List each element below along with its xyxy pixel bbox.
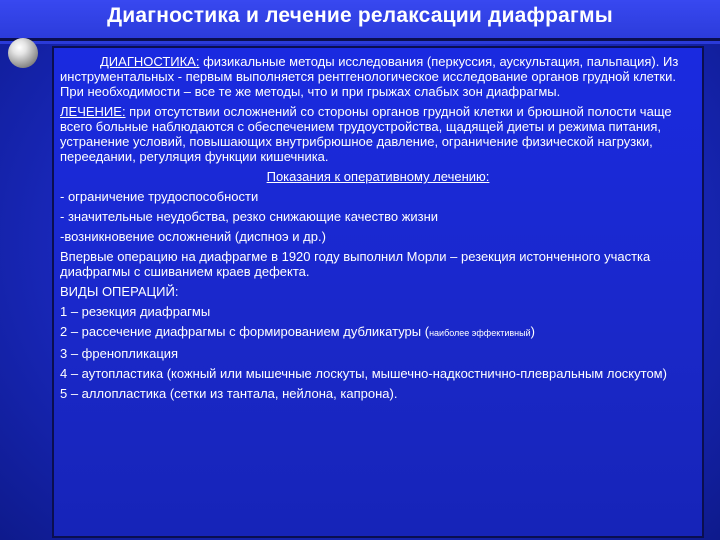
indication-item: -возникновение осложнений (диспноэ и др.) — [60, 229, 326, 244]
operation-item-5: 5 – аллопластика (сетки из тантала, нейлона, капрона). — [60, 386, 398, 401]
sphere-bullet-icon — [8, 38, 38, 68]
operation-item-3: 3 – френопликация — [60, 346, 179, 361]
slide-title: Диагностика и лечение релаксации диафрагмы — [107, 4, 613, 27]
indication-item: - ограничение трудоспособности — [60, 189, 259, 204]
treatment-paragraph — [60, 104, 696, 164]
indications-heading-text: Показания к оперативному лечению: — [266, 169, 490, 184]
operation-2-text: 2 – рассечение диафрагмы с формированием дубликатуры ( — [60, 324, 430, 339]
content-text — [60, 54, 696, 406]
operation-2-close: ) — [530, 324, 535, 339]
content-panel — [52, 46, 704, 538]
operation-item-2 — [60, 324, 696, 341]
operations-heading: ВИДЫ ОПЕРАЦИЙ: — [60, 284, 179, 299]
operation-item-4: 4 – аутопластика (кожный или мышечные лоскуты, мышечно-надкостнично-плевральным лоскутом) — [60, 366, 667, 381]
indication-item: - значительные неудобства, резко снижающие качество жизни — [60, 209, 439, 224]
treatment-text: при отсутствии осложнений со стороны органов грудной клетки и брюшной полости чаще всего больные наблюдаются с обеспечением трудоустройства, щадящей диеты и режима питания, устранение условий, повышающих внутрибрюшное давление, ограничение физической нагрузки, переедании, регуляция функции кишечника. — [60, 104, 672, 164]
diagnostics-label: ДИАГНОСТИКА: — [100, 54, 200, 69]
indications-heading — [60, 169, 696, 184]
operation-item-1: 1 – резекция диафрагмы — [60, 304, 211, 319]
operation-2-note: наиболее эффективный — [429, 328, 531, 338]
diagnostics-paragraph — [60, 54, 696, 99]
diagnostics-text: физикальные методы исследования (перкуссия, аускультация, пальпация). Из инструментальных - первым выполняется рентгенологическое исследование органов грудной клетки. При необходимости – все те же методы, что и при грыжах слабых зон диафрагмы. — [60, 54, 679, 99]
treatment-label: ЛЕЧЕНИЕ: — [60, 104, 126, 119]
history-paragraph: Впервые операцию на диафрагме в 1920 году выполнил Морли – резекция истонченного участка диафрагмы с сшиванием краев дефекта. — [60, 249, 651, 279]
title-underline — [0, 38, 720, 41]
